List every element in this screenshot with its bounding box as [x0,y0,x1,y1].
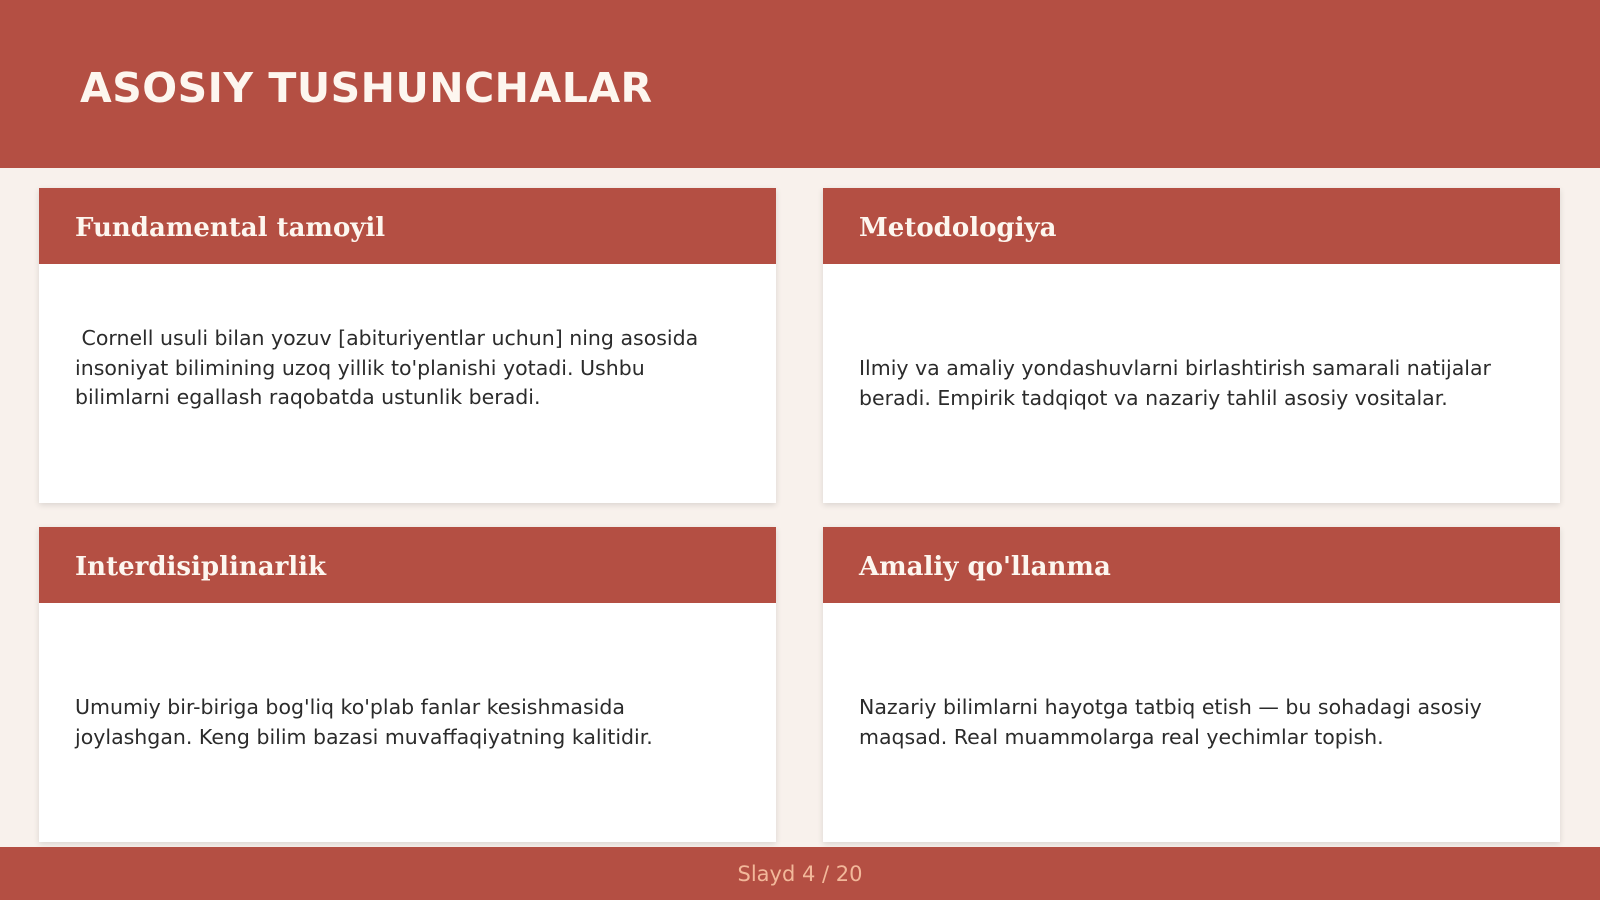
card-text: Ilmiy va amaliy yondashuvlarni birlashtirish samarali natijalar beradi. Empirik tadqiqot va nazariy tahlil asosiy vositalar. [859,356,1498,410]
card-title: Metodologiya [859,213,1057,243]
slide-header [0,0,1600,168]
concept-card-practical [823,527,1560,842]
card-title: Fundamental tamoyil [75,213,386,243]
card-title: Amaliy qo'llanma [859,552,1111,582]
card-body [39,603,776,842]
card-text: Cornell usuli bilan yozuv [abituriyentlar uchun] ning asosida insoniyat bilimining uzoq yillik to'planishi yotadi. Ushbu bilimlarni egallash raqobatda ustunlik beradi. [75,326,705,410]
concept-card-fundamental [39,188,776,503]
concept-card-interdisciplinary [39,527,776,842]
card-body [823,264,1560,503]
card-header [39,188,776,264]
card-title: Interdisiplinarlik [75,552,327,582]
slide-title: ASOSIY TUSHUNCHALAR [80,64,653,112]
slide-counter: Slayd 4 / 20 [737,861,863,886]
card-text: Umumiy bir-biriga bog'liq ko'plab fanlar kesishmasida joylashgan. Keng bilim bazasi muvaffaqiyatning kalitidir. [75,695,653,749]
card-body [823,603,1560,842]
slide-footer [0,847,1600,900]
card-header [823,527,1560,603]
concept-card-methodology [823,188,1560,503]
card-header [823,188,1560,264]
card-body [39,264,776,503]
card-text: Nazariy bilimlarni hayotga tatbiq etish — bu sohadagi asosiy maqsad. Real muammolarga real yechimlar topish. [859,695,1489,749]
card-header [39,527,776,603]
